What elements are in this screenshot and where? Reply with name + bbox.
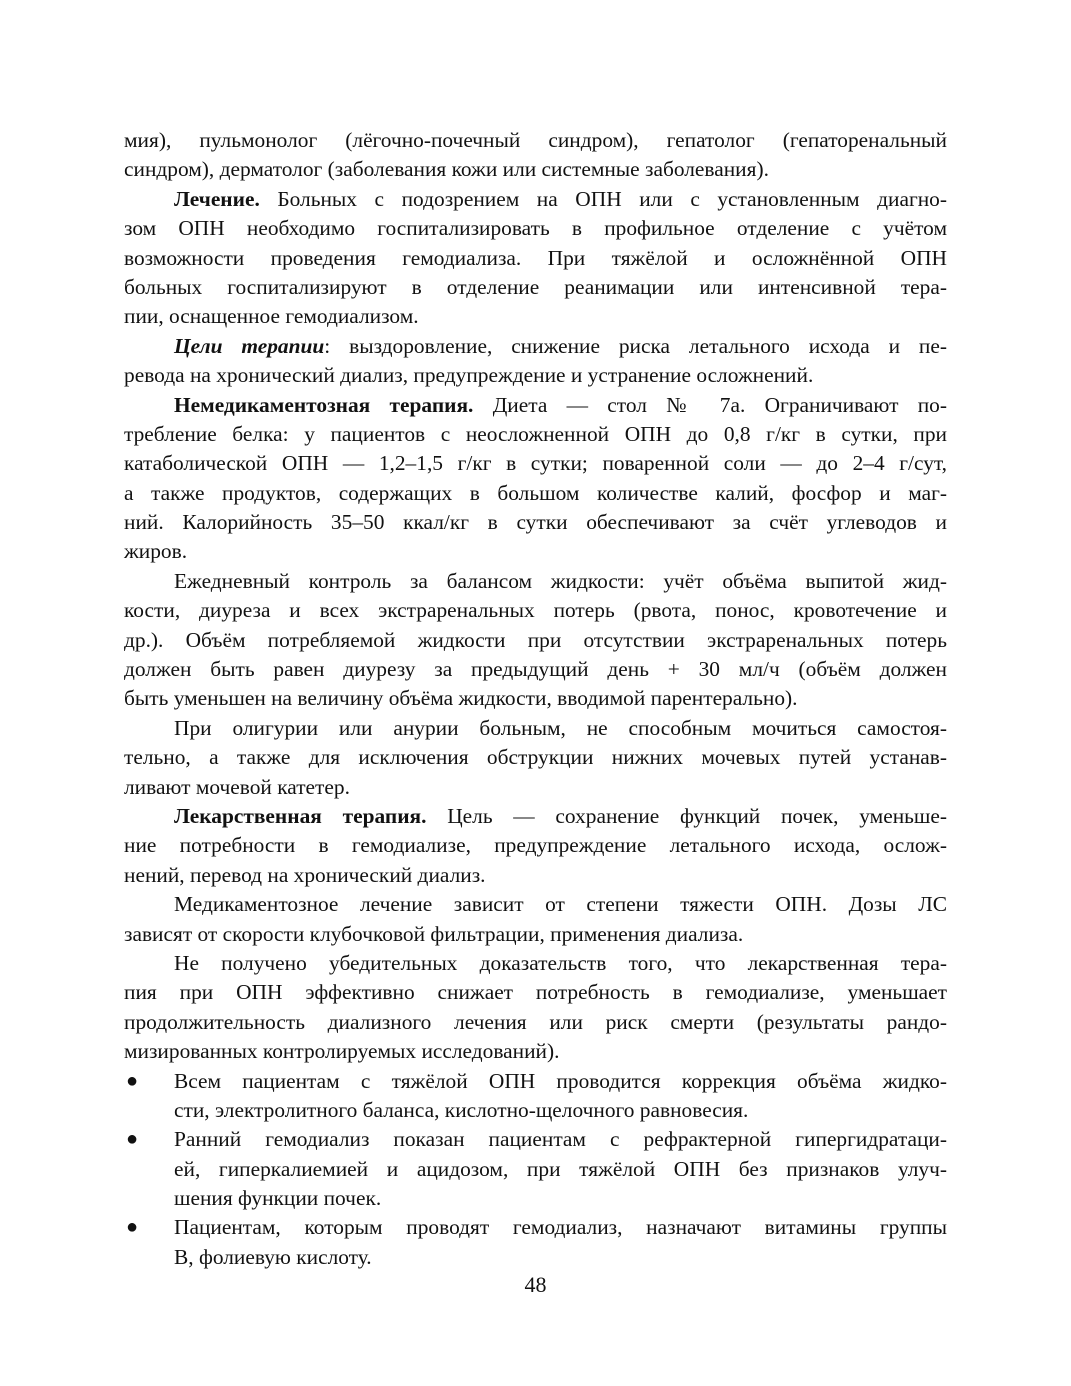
paragraph [124, 714, 947, 802]
section-heading: Лечение. [174, 186, 260, 211]
bullet-icon: ● [126, 1128, 139, 1151]
line-text: сти, электролитного баланса, кислотно-щелочного равновесия. [174, 1097, 749, 1122]
text-line [124, 214, 947, 243]
bullet-icon: ● [126, 1216, 139, 1239]
paragraph [124, 126, 947, 185]
text-line [124, 420, 947, 449]
line-text: Пациентам, которым проводят гемодиализ, назначают витамины группы [174, 1215, 947, 1240]
line-text: катаболической ОПН — 1,2–1,5 г/кг в сутки; поваренной соли — до 2–4 г/сут, [124, 451, 947, 476]
line-text: пии, оснащенное гемодиализом. [124, 304, 419, 329]
text-line [174, 1125, 947, 1154]
line-text: зом ОПН необходимо госпитализировать в профильное отделение с учётом [124, 216, 947, 241]
text-line [124, 773, 947, 802]
line-text: Медикаментозное лечение зависит от степени тяжести ОПН. Дозы ЛС [174, 892, 947, 917]
text-line [124, 743, 947, 772]
line-text: ей, гиперкалиемией и ацидозом, при тяжёлой ОПН без признаков улуч- [174, 1156, 947, 1181]
line-text: В, фолиевую кислоту. [174, 1244, 372, 1269]
text-line [124, 244, 947, 273]
text-line [124, 626, 947, 655]
text-line [124, 861, 947, 890]
text-line [124, 890, 947, 919]
line-text: возможности проведения гемодиализа. При тяжёлой и осложнённой ОПН [124, 245, 947, 270]
text-line [124, 714, 947, 743]
section-heading: Лекарственная терапия. [174, 803, 427, 828]
line-text: Цель — сохранение функций почек, уменьше- [426, 803, 947, 828]
paragraph [124, 802, 947, 890]
bullet-item [124, 1067, 947, 1126]
line-text: зависят от скорости клубочковой фильтрации, применения диализа. [124, 921, 744, 946]
text-line [124, 978, 947, 1007]
line-text: тельно, а также для исключения обструкции нижних мочевых путей устанав- [124, 745, 947, 770]
line-text: ние потребности в гемодиализе, предупреждение летального исхода, ослож- [124, 833, 947, 858]
section-heading: Немедикаментозная терапия. [174, 392, 474, 417]
line-text: нений, перевод на хронический диализ. [124, 862, 486, 887]
line-text: Больных с подозрением на ОПН или с установленным диагно- [259, 186, 947, 211]
line-text: Не получено убедительных доказательств того, что лекарственная тера- [174, 950, 947, 975]
line-text: Ежедневный контроль за балансом жидкости: учёт объёма выпитой жид- [174, 568, 947, 593]
text-line [124, 391, 947, 420]
text-line [124, 449, 947, 478]
text-line [124, 949, 947, 978]
line-text: ливают мочевой катетер. [124, 774, 350, 799]
paragraph [124, 391, 947, 567]
page-body [124, 126, 947, 1272]
line-text: быть уменьшен на величину объёма жидкости, вводимой парентерально). [124, 686, 798, 711]
line-text: Всем пациентам с тяжёлой ОПН проводится коррекция объёма жидко- [174, 1068, 947, 1093]
text-line [124, 361, 947, 390]
text-line [124, 508, 947, 537]
line-text: больных госпитализируют в отделение реанимации или интенсивной тера- [124, 274, 947, 299]
paragraph [124, 332, 947, 391]
text-line [124, 596, 947, 625]
text-line [124, 920, 947, 949]
paragraph [124, 567, 947, 714]
line-text: мизированных контролируемых исследований). [124, 1039, 560, 1064]
text-line [124, 655, 947, 684]
text-line [124, 831, 947, 860]
text-line [124, 802, 947, 831]
line-text: жиров. [124, 539, 188, 564]
line-text: : выздоровление, снижение риска летального исхода и пе- [324, 333, 947, 358]
line-text: При олигурии или анурии больным, не способным мочиться самостоя- [174, 715, 947, 740]
text-line [174, 1067, 947, 1096]
text-line [124, 185, 947, 214]
text-line [174, 1213, 947, 1242]
line-text: кости, диуреза и всех экстраренальных потерь (рвота, понос, кровотечение и [124, 598, 947, 623]
line-text: шения функции почек. [174, 1186, 382, 1211]
line-text: а также продуктов, содержащих в большом количестве калий, фосфор и маг- [124, 480, 947, 505]
line-text: Диета — стол № 7а. Ограничивают по- [473, 392, 947, 417]
text-line [124, 479, 947, 508]
text-line [174, 1243, 947, 1272]
line-text: мия), пульмонолог (лёгочно-почечный синдром), гепатолог (гепаторенальный [124, 128, 947, 152]
text-line [124, 155, 947, 184]
line-text: продолжительность диализного лечения или риск смерти (результаты рандо- [124, 1009, 947, 1034]
line-text: ревода на хронический диализ, предупреждение и устранение осложнений. [124, 363, 814, 388]
section-heading: Цели терапии [174, 333, 325, 358]
line-text: должен быть равен диурезу за предыдущий день + 30 мл/ч (объём должен [124, 657, 947, 682]
bullet-item [124, 1213, 947, 1272]
bullet-icon: ● [126, 1069, 139, 1092]
text-line [124, 332, 947, 361]
paragraph [124, 185, 947, 332]
line-text: требление белка: у пациентов с неосложненной ОПН до 0,8 г/кг в сутки, при [124, 421, 947, 446]
text-line [124, 1008, 947, 1037]
paragraph [124, 949, 947, 1067]
line-text: Ранний гемодиализ показан пациентам с рефрактерной гипергидратаци- [174, 1127, 947, 1152]
paragraph [124, 890, 947, 949]
text-line [124, 302, 947, 331]
text-line [124, 126, 947, 155]
line-text: ний. Калорийность 35–50 ккал/кг в сутки обеспечивают за счёт углеводов и [124, 510, 947, 535]
line-text: др.). Объём потребляемой жидкости при отсутствии экстраренальных потерь [124, 627, 947, 652]
line-text: пия при ОПН эффективно снижает потребность в гемодиализе, уменьшает [124, 980, 947, 1005]
text-line [124, 537, 947, 566]
text-line [174, 1184, 947, 1213]
text-line [124, 567, 947, 596]
text-line [124, 273, 947, 302]
text-line [124, 1037, 947, 1066]
text-line [174, 1155, 947, 1184]
page-number: 48 [524, 1272, 547, 1297]
text-line [124, 684, 947, 713]
line-text: синдром), дерматолог (заболевания кожи или системные заболевания). [124, 157, 769, 182]
text-line [174, 1096, 947, 1125]
bullet-item [124, 1125, 947, 1213]
